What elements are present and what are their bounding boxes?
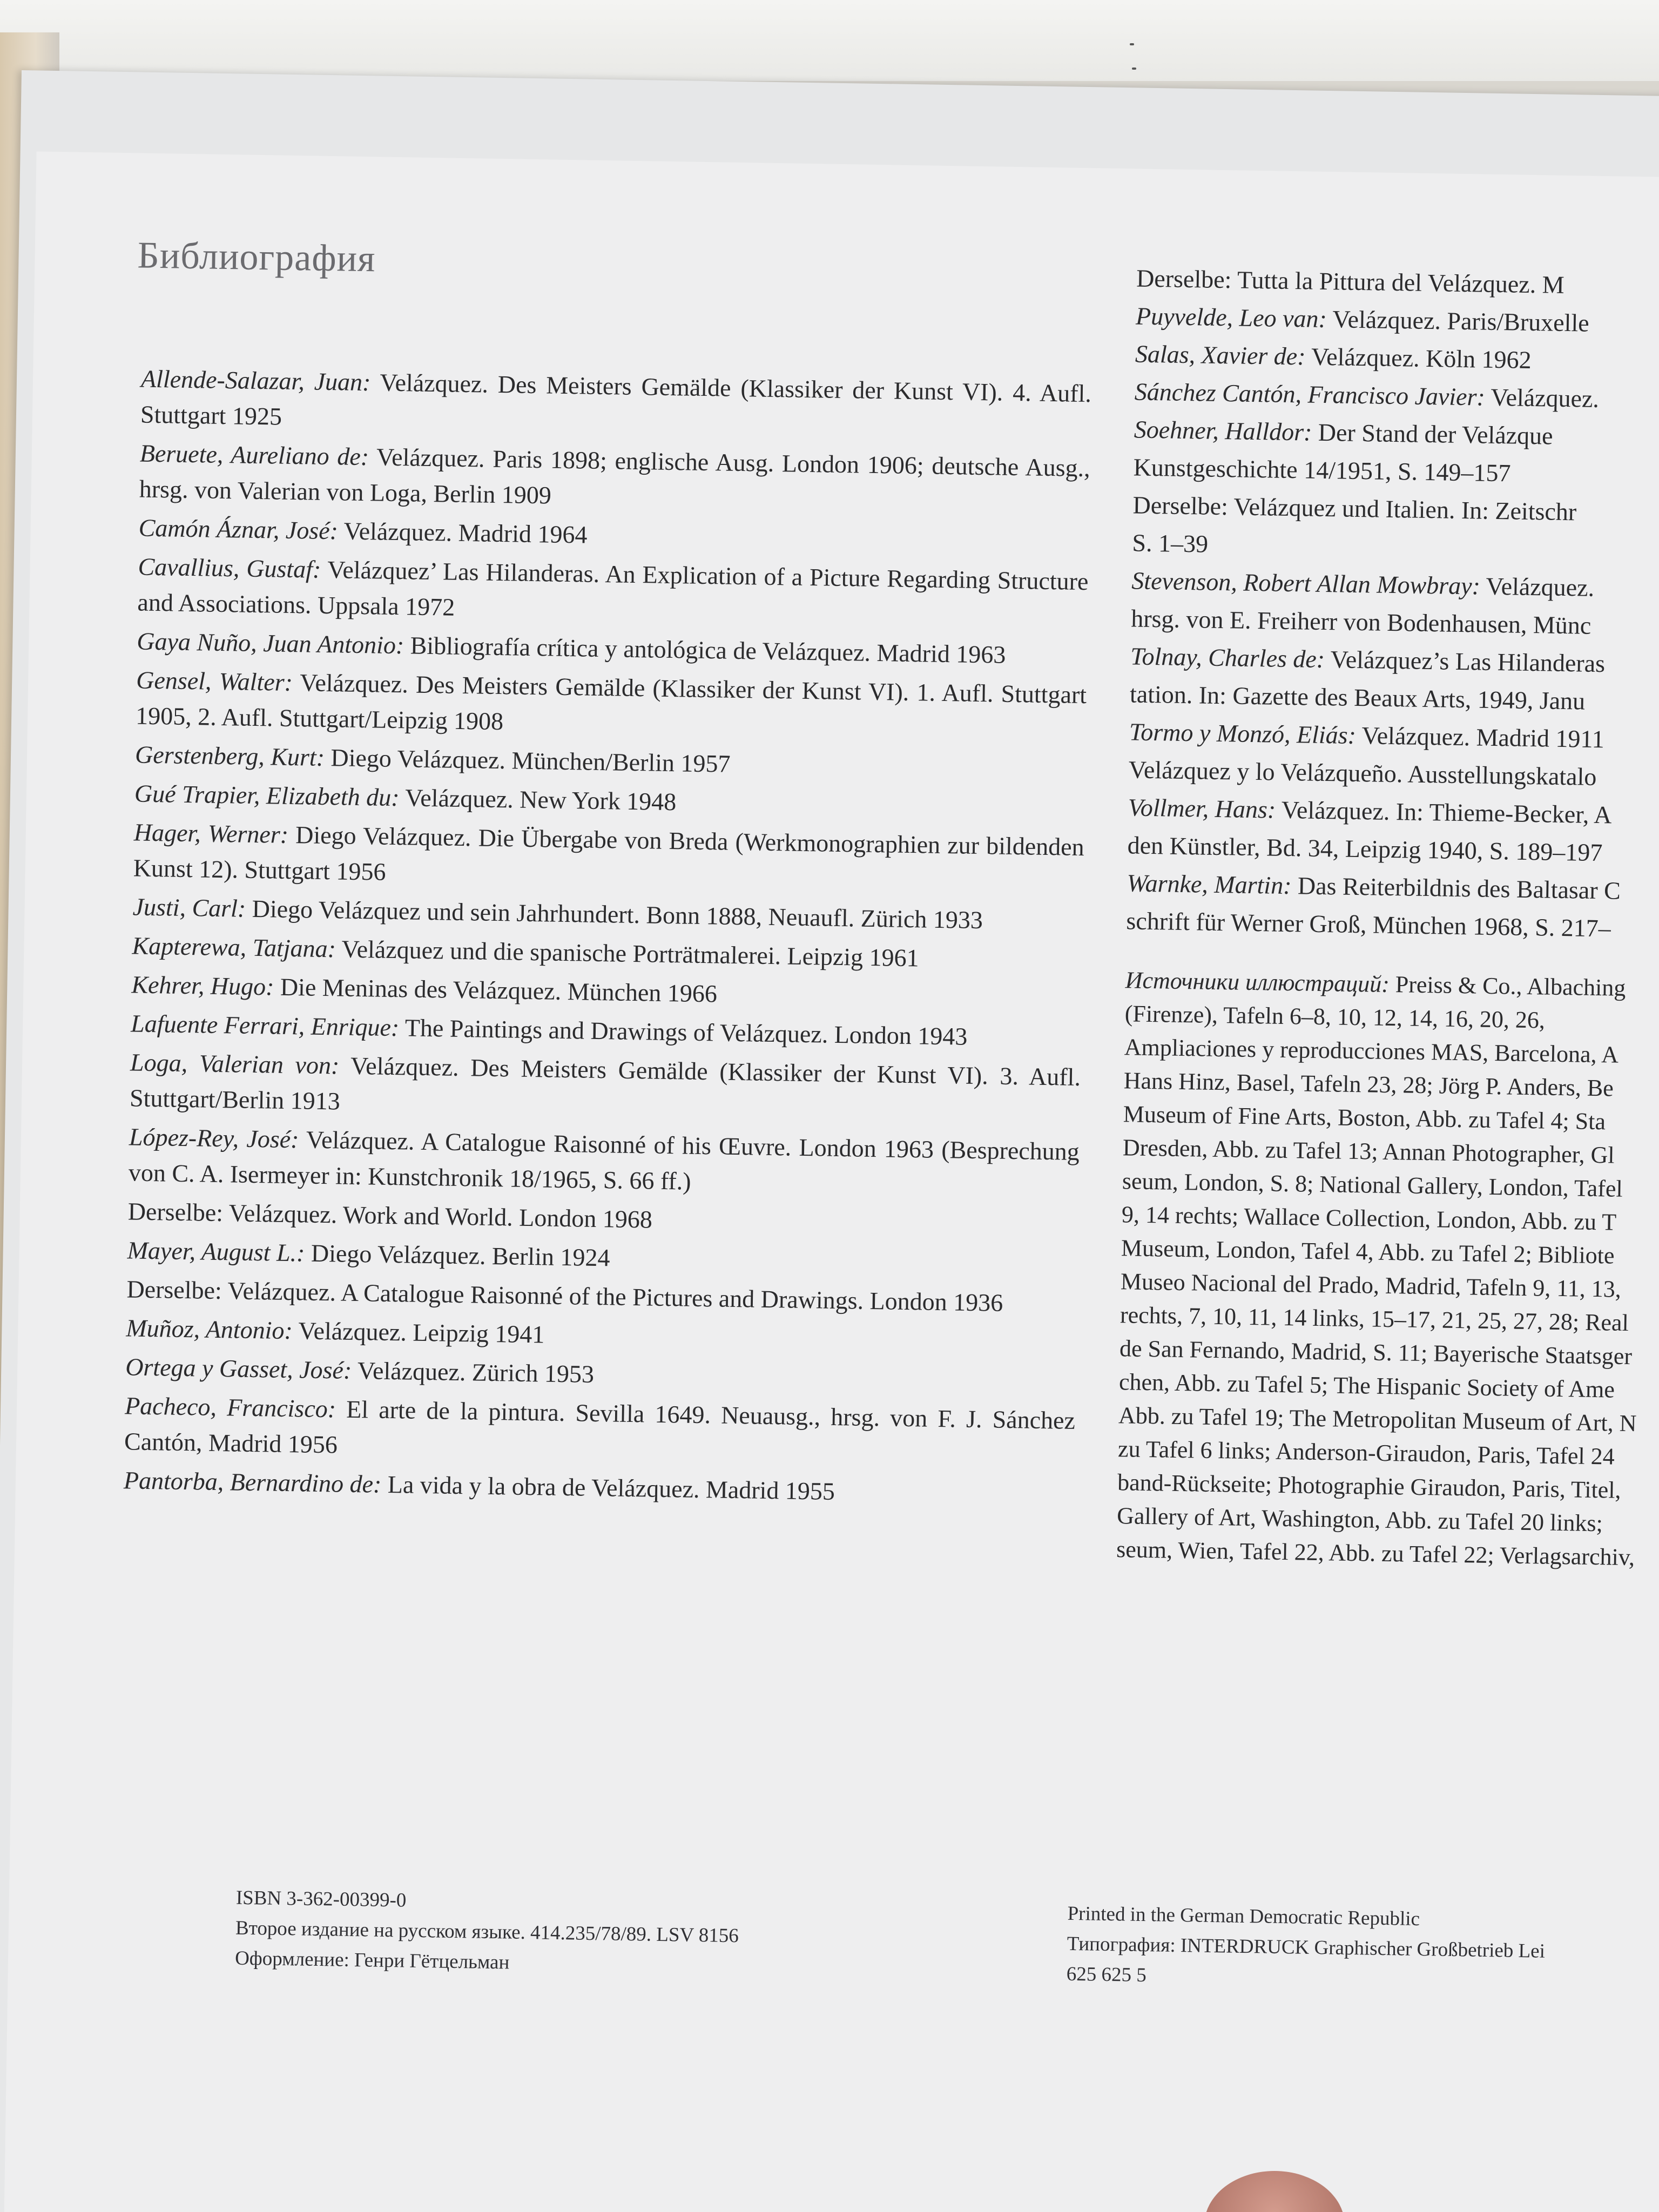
right-entries <box>1126 260 1659 948</box>
bibliography-entry <box>1134 374 1659 419</box>
bibliography-entry <box>1136 260 1659 305</box>
entry-author: Lafuente Ferrari, Enrique: <box>130 1009 400 1042</box>
bibliography-entry <box>128 1119 1080 1205</box>
sources-line: chen, Abb. zu Tafel 5; The Hispanic Society of Ame <box>1118 1368 1615 1403</box>
entry-text: Derselbe: Velázquez. Work and World. London 1968 <box>127 1197 653 1233</box>
bibliography-entry <box>1130 638 1659 683</box>
entry-author: Kehrer, Hugo: <box>131 970 274 1001</box>
sources-line: (Firenze), Tafeln 6–8, 10, 12, 14, 16, 20, 26, <box>1124 1000 1546 1034</box>
entry-author: Gué Trapier, Elizabeth du: <box>134 779 400 812</box>
entry-author: Gensel, Walter: <box>136 666 293 697</box>
bibliography-entry <box>1134 412 1659 456</box>
bibliography-entry <box>139 436 1090 522</box>
entry-text: Der Stand der Velázque <box>1312 418 1553 450</box>
entry-author: Mayer, August L.: <box>127 1236 305 1267</box>
bibliography-entry <box>1131 601 1659 645</box>
bibliography-left-column <box>123 361 1091 1516</box>
bibliography-entry <box>140 361 1091 448</box>
background-surface <box>0 0 1659 81</box>
entry-author: Beruete, Aureliano de: <box>139 439 369 471</box>
entry-author: Loga, Valerian von: <box>130 1048 340 1080</box>
bibliography-entry <box>1131 563 1659 608</box>
entry-text: Velázquez. <box>1480 572 1595 602</box>
entry-author: Pacheco, Francisco: <box>124 1392 336 1423</box>
entry-text: Velázquez. Leipzig 1941 <box>292 1317 545 1348</box>
entry-text: Das Reiterbildnis des Baltasar C <box>1291 872 1621 905</box>
entry-author: Soehner, Halldor: <box>1134 415 1312 446</box>
entry-text: Velázquez. <box>1485 383 1600 413</box>
entry-text: Velázquez. Köln 1962 <box>1305 342 1532 374</box>
entry-text: Velázquez. A Catalogue Raisonné of his Œuvre. London 1963 (Besprechung von C. A. Isermeyer in: Kunstchronik 18/1965, S. 66 ff.) <box>128 1125 1080 1195</box>
imprint-line: Второе издание на русском языке. 414.235/78/89. LSV 8156 <box>235 1917 739 1947</box>
entry-text: Velázquez. New York 1948 <box>399 784 677 816</box>
entry-author: Warnke, Martin: <box>1127 869 1292 900</box>
entry-text: Velázquez. Zürich 1953 <box>351 1356 595 1388</box>
entry-text: Velázquez’ Las Hilanderas. An Explication of a Picture Regarding Structure and Associations. Uppsala 1972 <box>137 555 1089 621</box>
entry-text: schrift für Werner Groß, München 1968, S. 217– <box>1126 907 1611 942</box>
entry-text: Velázquez. Des Meisters Gemälde (Klassiker der Kunst VI). 3. Aufl. Stuttgart/Berlin 1913 <box>129 1051 1081 1115</box>
entry-author: Cavallius, Gustaf: <box>138 552 321 583</box>
imprint-line: Оформление: Генри Гётцельман <box>234 1947 510 1974</box>
sources-lead: Источники иллюстраций: <box>1125 967 1390 997</box>
imprint-line: ISBN 3-362-00399-0 <box>235 1886 407 1912</box>
entry-author: Salas, Xavier de: <box>1135 340 1306 370</box>
entry-text: La vida y la obra de Velázquez. Madrid 1955 <box>381 1470 835 1505</box>
bibliography-entry <box>1135 336 1659 381</box>
sources-line: Hans Hinz, Basel, Tafeln 23, 28; Jörg P. Anders, Be <box>1123 1067 1614 1102</box>
sources-lines <box>1116 971 1637 1570</box>
bibliography-entry <box>1132 487 1659 532</box>
bibliography-entry <box>1132 525 1659 570</box>
entry-text: Velázquez. Madrid 1964 <box>338 517 588 549</box>
imprint-left <box>235 1883 739 1982</box>
entry-text: The Paintings and Drawings of Velázquez. London 1943 <box>399 1014 968 1050</box>
bibliography-entry <box>1130 676 1659 721</box>
sources-line: seum, Wien, Tafel 22, Abb. zu Tafel 22; Verlagsarchiv, <box>1116 1536 1635 1571</box>
page-title: Библиография <box>137 234 376 280</box>
bibliography-entry <box>1133 449 1659 494</box>
imprint-line: Printed in the German Democratic Republic <box>1067 1902 1420 1931</box>
bibliography-entry <box>137 549 1089 636</box>
entry-author: Allende-Salazar, Juan: <box>140 365 371 396</box>
sources-line: 9, 14 rechts; Wallace Collection, London, Abb. zu T <box>1121 1201 1617 1236</box>
entry-text: Diego Velázquez. München/Berlin 1957 <box>324 743 731 778</box>
bibliography-entry <box>1127 827 1659 872</box>
entry-text: Velázquez. Madrid 1911 <box>1355 721 1605 753</box>
sources-line: Gallery of Art, Washington, Abb. zu Tafel 20 links; <box>1116 1502 1603 1537</box>
bibliography-entry <box>130 1044 1081 1131</box>
entry-text: Velázquez’s Las Hilanderas <box>1324 645 1606 678</box>
sources-line: seum, London, S. 8; National Gallery, London, Tafel <box>1122 1168 1623 1202</box>
dust-mark <box>1132 68 1136 70</box>
bibliography-entry <box>133 814 1084 901</box>
entry-text: Derselbe: Tutta la Pittura del Velázquez. M <box>1136 264 1565 299</box>
entry-author: Gaya Nuño, Juan Antonio: <box>137 627 404 659</box>
sources-line: Ampliaciones y reproducciones MAS, Barcelona, A <box>1124 1034 1619 1068</box>
entry-author: Muñoz, Antonio: <box>126 1314 293 1345</box>
bibliography-entry <box>1128 752 1659 797</box>
imprint-line: 625 625 5 <box>1066 1963 1147 1987</box>
entry-text: hrsg. von E. Freiherr von Bodenhausen, Münc <box>1130 604 1591 639</box>
entry-text: den Künstler, Bd. 34, Leipzig 1940, S. 189–197 <box>1127 831 1603 867</box>
entry-text: Velázquez. Des Meisters Gemälde (Klassiker der Kunst VI). 1. Aufl. Stuttgart 1905, 2. Aufl. Stuttgart/Leipzig 1908 <box>135 669 1087 736</box>
entry-text: S. 1–39 <box>1132 529 1209 558</box>
entry-author: Hager, Werner: <box>133 818 289 848</box>
sources-line: de San Fernando, Madrid, S. 11; Bayerische Staatsger <box>1119 1335 1633 1370</box>
entry-text: Kunstgeschichte 14/1951, S. 149–157 <box>1133 453 1511 487</box>
bibliography-entry <box>1128 790 1659 834</box>
sources-line: Museum, London, Tafel 4, Abb. zu Tafel 2; Bibliote <box>1121 1235 1615 1269</box>
entry-text: Derselbe: Velázquez und Italien. In: Zeitschr <box>1132 491 1577 526</box>
sources-line: Dresden, Abb. zu Tafel 13; Annan Photographer, Gl <box>1122 1134 1615 1169</box>
bibliography-right-column <box>1116 260 1659 1575</box>
sources-line: band-Rückseite; Photographie Giraudon, Paris, Titel, <box>1117 1469 1621 1503</box>
entry-author: Pantorba, Bernardino de: <box>123 1466 382 1498</box>
entry-text: Derselbe: Velázquez. A Catalogue Raisonné of the Pictures and Drawings. London 1936 <box>126 1275 1003 1317</box>
bibliography-entry <box>1126 903 1659 948</box>
entry-author: Vollmer, Hans: <box>1128 793 1276 824</box>
entry-author: Gerstenberg, Kurt: <box>134 740 325 771</box>
entry-text: Velázquez. In: Thieme-Becker, A <box>1275 795 1612 829</box>
entry-text: Die Meninas des Velázquez. München 1966 <box>274 973 718 1008</box>
entry-text: El arte de la pintura. Sevilla 1649. Neuausg., hrsg. von F. J. Sánchez Cantón, Madrid 1956 <box>124 1395 1076 1459</box>
illustration-sources <box>1116 963 1659 1575</box>
entry-text: Velázquez. Des Meisters Gemälde (Klassiker der Kunst VI). 4. Aufl. Stuttgart 1925 <box>140 368 1092 430</box>
entry-text: tation. In: Gazette des Beaux Arts, 1949, Janu <box>1129 680 1586 715</box>
bibliography-entry <box>1136 298 1659 343</box>
entry-text: Velázquez und die spanische Porträtmalerei. Leipzig 1961 <box>335 935 920 972</box>
bibliography-entry <box>1127 865 1659 910</box>
entry-author: Tormo y Monzó, Eliás: <box>1129 718 1357 749</box>
entry-author: Tolnay, Charles de: <box>1130 642 1325 673</box>
entry-text: Diego Velázquez. Die Übergabe von Breda (Werkmonographien zur bildenden Kunst 12). Stuttgart 1956 <box>133 820 1085 886</box>
entry-text: Diego Velázquez. Berlin 1924 <box>305 1239 610 1272</box>
dust-mark <box>1130 43 1134 45</box>
entry-author: Justi, Carl: <box>132 893 246 922</box>
sources-line: Abb. zu Tafel 19; The Metropolitan Museum of Art, N <box>1118 1402 1637 1437</box>
entry-author: López-Rey, José: <box>129 1123 299 1154</box>
sources-line: zu Tafel 6 links; Anderson-Giraudon, Paris, Tafel 24 <box>1117 1435 1615 1470</box>
imprint-line: Типография: INTERDRUCK Graphischer Großbetrieb Lei <box>1067 1932 1546 1963</box>
entry-author: Kapterewa, Tatjana: <box>132 932 336 963</box>
entry-author: Ortega y Gasset, José: <box>125 1353 352 1384</box>
entry-author: Camón Áznar, José: <box>138 514 339 545</box>
entry-author: Stevenson, Robert Allan Mowbray: <box>1131 567 1481 600</box>
bibliography-entry <box>124 1388 1076 1474</box>
sources-line: Museo Nacional del Prado, Madrid, Tafeln 9, 11, 13, <box>1120 1268 1622 1303</box>
entry-text: Bibliografía crítica y antológica de Velázquez. Madrid 1963 <box>403 631 1006 669</box>
entry-author: Sánchez Cantón, Francisco Javier: <box>1134 377 1486 411</box>
entry-text: Velázquez. Paris 1898; englische Ausg. London 1906; deutsche Ausg., hrsg. von Valerian von Loga, Berlin 1909 <box>139 443 1091 509</box>
entry-author: Puyvelde, Leo van: <box>1135 302 1327 333</box>
bibliography-entry <box>1129 714 1659 759</box>
bibliography-entry <box>136 662 1087 748</box>
entry-text: Diego Velázquez und sein Jahrhundert. Bonn 1888, Neuaufl. Zürich 1933 <box>245 894 983 934</box>
sources-line: rechts, 7, 10, 11, 14 links, 15–17, 21, 25, 27, 28; Real <box>1120 1301 1629 1337</box>
sources-line: Museum of Fine Arts, Boston, Abb. zu Tafel 4; Sta <box>1123 1101 1606 1135</box>
book-page <box>0 70 1659 2212</box>
sources-line: Preiss & Co., Albaching <box>1389 970 1626 1001</box>
entry-text: Velázquez. Paris/Bruxelle <box>1326 305 1590 337</box>
imprint-right <box>1066 1899 1546 1997</box>
entry-text: Velázquez y lo Velázqueño. Ausstellungskatalo <box>1128 756 1597 791</box>
